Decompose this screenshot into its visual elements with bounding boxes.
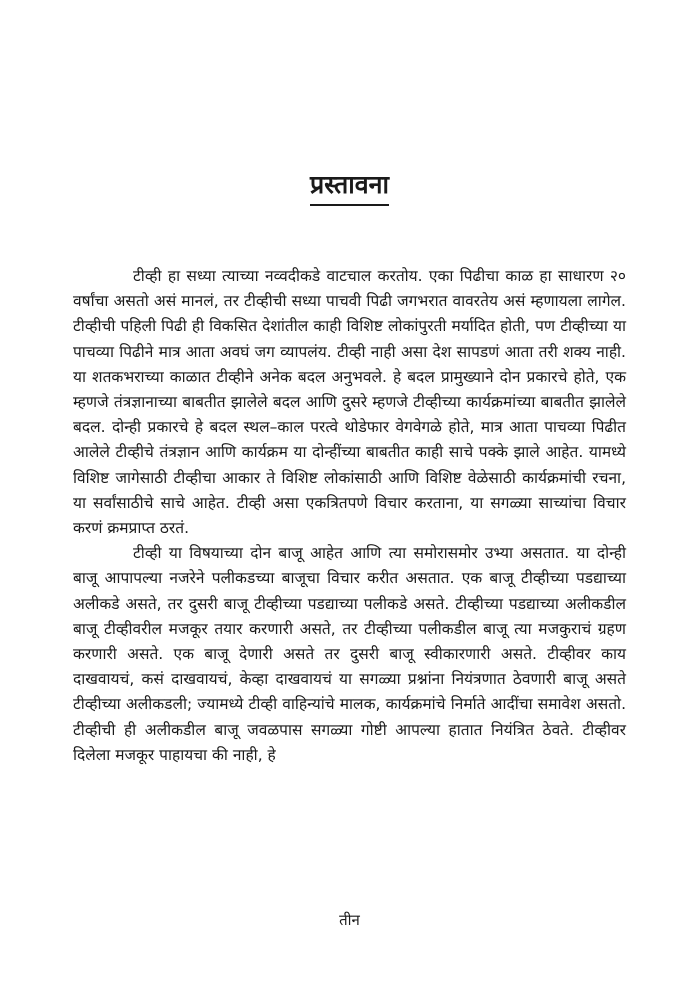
paragraph-2: टीव्ही या विषयाच्या दोन बाजू आहेत आणि त्या समोरासमोर उभ्या असतात. या दोन्ही बाजू आपापल्या नजरेने पलीकडच्या बाजूचा विचार करीत असतात. एक बाजू टीव्हीच्या पडद्याच्या अलीकडे असते, तर दुसरी बाजू टीव्हीच्या पडद्याच्या पलीकडे असते. टीव्हीच्या पडद्याच्या अलीकडील बाजू टीव्हीवरील मजकूर तयार करणारी असते, तर टीव्हीच्या पलीकडील बाजू त्या मजकुराचं ग्रहण करणारी असते. एक बाजू देणारी असते तर दुसरी बाजू स्वीकारणारी असते. टीव्हीवर काय दाखवायचं, कसं दाखवायचं, केव्हा दाखवायचं या सगळ्या प्रश्नांना नियंत्रणात ठेवणारी बाजू असते टीव्हीच्या अलीकडली; ज्यामध्ये टीव्ही वाहिन्यांचे मालक, कार्यक्रमांचे निर्माते आदींचा समावेश असतो. टीव्हीची ही अलीकडील बाजू जवळपास सगळ्या गोष्टी आपल्या हातात नियंत्रित ठेवते. टीव्हीवर दिलेला मजकूर पाहायचा की नाही, हे (73, 544, 626, 764)
body-text (73, 264, 626, 768)
page-title: प्रस्तावना (0, 168, 699, 206)
paragraph-1: टीव्ही हा सध्या त्याच्या नव्वदीकडे वाटचाल करतोय. एका पिढीचा काळ हा साधारण २० वर्षांचा असतो असं मानलं, तर टीव्हीची सध्या पाचवी पिढी जगभरात वावरतेय असं म्हणायला लागेल. टीव्हीची पहिली पिढी ही विकसित देशांतील काही विशिष्ट लोकांपुरती मर्यादित होती, पण टीव्हीच्या या पाचव्या पिढीने मात्र आता अवघं जग व्यापलंय. टीव्ही नाही असा देश सापडणं आता तरी शक्य नाही. या शतकभराच्या काळात टीव्हीने अनेक बदल अनुभवले. हे बदल प्रामुख्याने दोन प्रकारचे होते, एक म्हणजे तंत्रज्ञानाच्या बाबतीत झालेले बदल आणि दुसरे म्हणजे टीव्हीच्या कार्यक्रमांच्या बाबतीत झालेले बदल. दोन्ही प्रकारचे हे बदल स्थल–काल परत्वे थोडेफार वेगवेगळे होते, मात्र आता पाचव्या पिढीत आलेले टीव्हीचे तंत्रज्ञान आणि कार्यक्रम या दोन्हींच्या बाबतीत काही साचे पक्के झाले आहेत. यामध्ये विशिष्ट जागेसाठी टीव्हीचा आकार ते विशिष्ट लोकांसाठी आणि विशिष्ट वेळेसाठी कार्यक्रमांची रचना, या सर्वांसाठीचे साचे आहेत. टीव्ही असा एकत्रितपणे विचार करताना, या सगळ्या साच्यांचा विचार करणं क्रमप्राप्त ठरतं. (73, 267, 626, 538)
page-number: तीन (339, 911, 360, 929)
